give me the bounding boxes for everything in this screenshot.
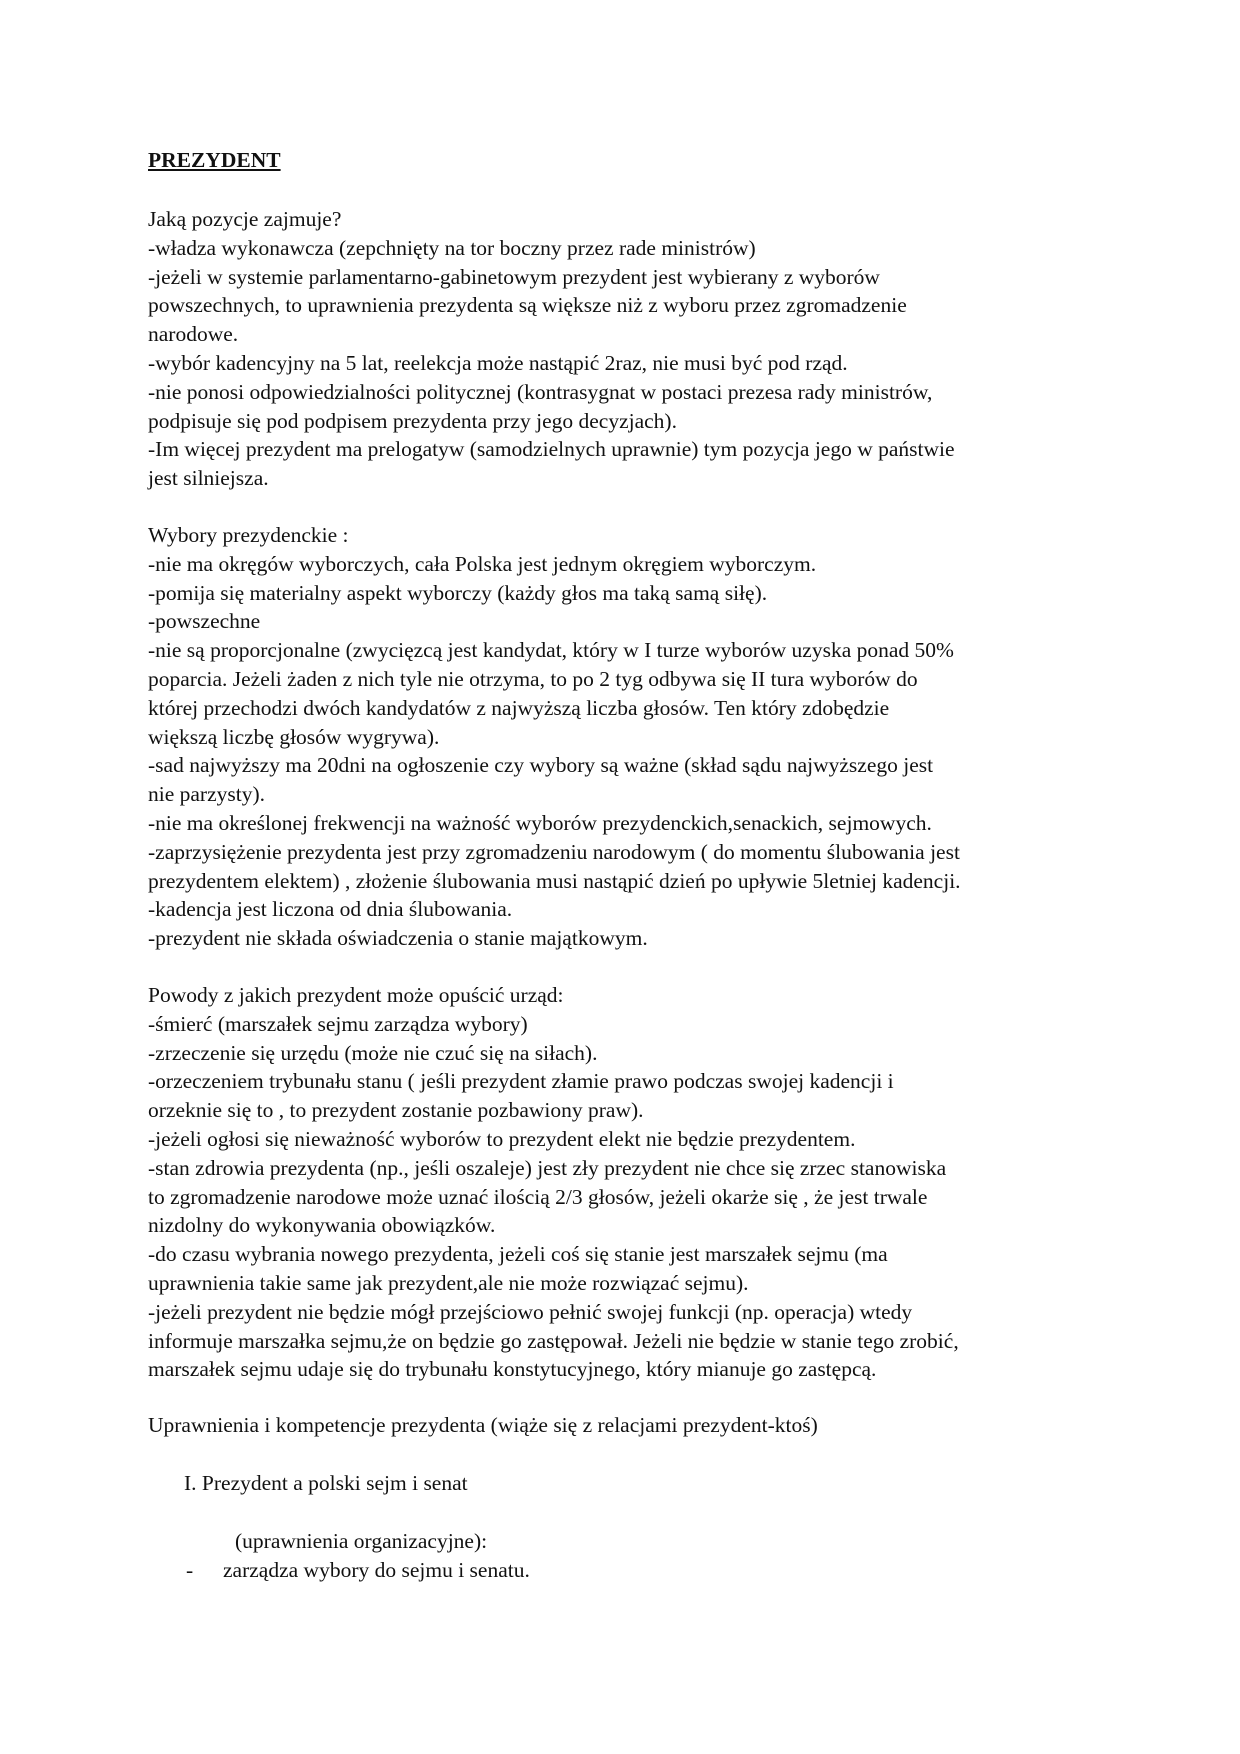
paragraph-line: -władza wykonawcza (zepchnięty na tor boczny przez rade ministrów) <box>148 235 756 260</box>
paragraph-line: -nie ma określonej frekwencji na ważność wyborów prezydenckich,senackich, sejmowych. <box>148 810 932 835</box>
paragraph-line: nizdolny do wykonywania obowiązków. <box>148 1213 496 1238</box>
paragraph-line: -kadencja jest liczona od dnia ślubowania. <box>148 897 513 922</box>
paragraph-line: -prezydent nie składa oświadczenia o stanie majątkowym. <box>148 926 648 951</box>
paragraph-line: -nie ma okręgów wyborczych, cała Polska jest jednym okręgiem wyborczym. <box>148 551 817 576</box>
paragraph-line: -sad najwyższy ma 20dni na ogłoszenie czy wybory są ważne (skład sądu najwyższego jest <box>148 753 934 778</box>
paragraph-line: powszechnych, to uprawnienia prezydenta są większe niż z wyboru przez zgromadzenie <box>148 293 907 318</box>
bullet-marker: - <box>186 1558 194 1582</box>
paragraph-line: której przechodzi dwóch kandydatów z najwyższą liczba głosów. Ten który zdobędzie <box>148 695 890 720</box>
paragraph-line: prezydentem elektem) , złożenie ślubowania musi nastąpić dzień po upływie 5letniej kadencji. <box>148 868 961 893</box>
paragraph-line: -jeżeli prezydent nie będzie mógł przejściowo pełnić swojej funkcji (np. operacja) wtedy <box>148 1299 913 1324</box>
list-item-text: zarządza wybory do sejmu i senatu. <box>223 1558 530 1582</box>
paragraph-line: -Im więcej prezydent ma prelogatyw (samodzielnych uprawnie) tym pozycja jego w państwie <box>148 437 955 462</box>
bullet-list <box>186 1556 1186 1585</box>
paragraph-line: -jeżeli w systemie parlamentarno-gabinetowym prezydent jest wybierany z wyborów <box>148 264 880 289</box>
paragraph-line: większą liczbę głosów wygrywa). <box>148 724 440 749</box>
paragraph-line: orzeknie się to , to prezydent zostanie pozbawiony praw). <box>148 1098 644 1123</box>
paragraph-line: -wybór kadencyjny na 5 lat, reelekcja może nastąpić 2raz, nie musi być pod rząd. <box>148 350 848 375</box>
paragraph-line: -jeżeli ogłosi się nieważność wyborów to prezydent elekt nie będzie prezydentem. <box>148 1126 856 1151</box>
subsection <box>184 1469 1184 1498</box>
section-powers <box>148 1411 1148 1440</box>
section-heading: Powody z jakich prezydent może opuścić urząd: <box>148 983 564 1007</box>
subsection-note-block <box>235 1527 1235 1556</box>
section-heading: Uprawnienia i kompetencje prezydenta (wiąże się z relacjami prezydent-ktoś) <box>148 1413 818 1437</box>
paragraph-line: marszałek sejmu udaje się do trybunału konstytucyjnego, który mianuje go zastępcą. <box>148 1357 877 1382</box>
paragraph-line: -orzeczeniem trybunału stanu ( jeśli prezydent złamie prawo podczas swojej kadencji i <box>148 1069 894 1094</box>
paragraph-line: -zaprzysiężenie prezydenta jest przy zgromadzeniu narodowym ( do momentu ślubowania jest <box>148 839 960 864</box>
subsection-heading: I. Prezydent a polski sejm i senat <box>184 1471 468 1495</box>
paragraph-line: informuje marszałka sejmu,że on będzie go zastępował. Jeżeli nie będzie w stanie tego zrobić, <box>148 1328 959 1353</box>
section-leaving-office <box>148 981 1148 1384</box>
paragraph-line: podpisuje się pod podpisem prezydenta przy jego decyzjach). <box>148 408 677 433</box>
paragraph-line: jest silniejsza. <box>148 466 269 491</box>
section-heading: Jaką pozycje zajmuje? <box>148 207 342 231</box>
paragraph-line: nie parzysty). <box>148 782 266 807</box>
section-position <box>148 205 1148 493</box>
paragraph-line: narodowe. <box>148 322 239 347</box>
section-elections <box>148 521 1148 953</box>
paragraph-line: -nie są proporcjonalne (zwycięzcą jest kandydat, który w I turze wyborów uzyska ponad 50% <box>148 638 954 663</box>
paragraph-line: -do czasu wybrania nowego prezydenta, jeżeli coś się stanie jest marszałek sejmu (ma <box>148 1242 888 1267</box>
subsection-note: (uprawnienia organizacyjne): <box>235 1529 488 1553</box>
paragraph-line: -zrzeczenie się urzędu (może nie czuć się na siłach). <box>148 1040 598 1065</box>
document-title: PREZYDENT <box>148 148 281 172</box>
paragraph-line: uprawnienia takie same jak prezydent,ale nie może rozwiązać sejmu). <box>148 1270 749 1295</box>
paragraph-line: poparcia. Jeżeli żaden z nich tyle nie otrzyma, to po 2 tyg odbywa się II tura wyborów do <box>148 666 918 691</box>
paragraph-line: -powszechne <box>148 609 261 634</box>
section-heading: Wybory prezydenckie : <box>148 523 349 547</box>
paragraph-line: to zgromadzenie narodowe może uznać ilością 2/3 głosów, jeżeli okarże się , że jest trwale <box>148 1184 928 1209</box>
paragraph-line: -śmierć (marszałek sejmu zarządza wybory) <box>148 1011 528 1036</box>
paragraph-line: -nie ponosi odpowiedzialności politycznej (kontrasygnat w postaci prezesa rady ministrów, <box>148 379 933 404</box>
paragraph-line: -stan zdrowia prezydenta (np., jeśli oszaleje) jest zły prezydent nie chce się zrzec stanowiska <box>148 1155 947 1180</box>
list-item <box>186 1556 1186 1585</box>
paragraph-line: -pomija się materialny aspekt wyborczy (każdy głos ma taką samą siłę). <box>148 580 768 605</box>
